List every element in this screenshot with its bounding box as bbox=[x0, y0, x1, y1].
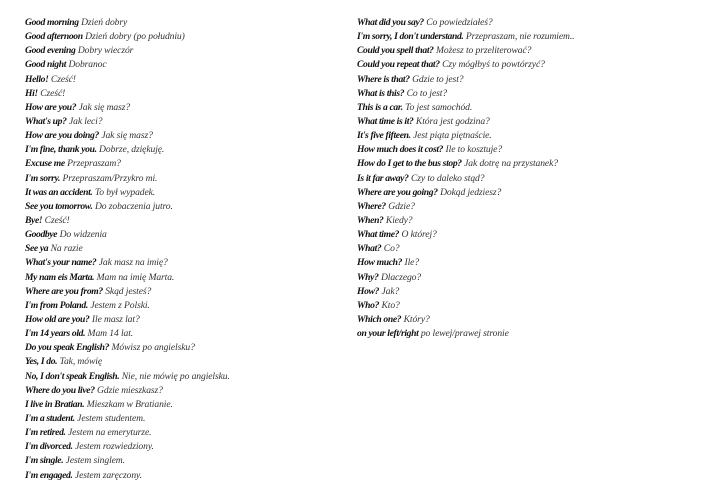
english-phrase: Excuse me bbox=[25, 158, 65, 170]
phrase-row bbox=[25, 256, 335, 270]
polish-translation: Kiedy? bbox=[385, 214, 413, 226]
polish-translation: Gdzie? bbox=[388, 200, 415, 212]
phrase-row bbox=[25, 58, 335, 72]
english-phrase: When? bbox=[357, 214, 384, 226]
english-phrase: What time is it? bbox=[357, 115, 414, 127]
english-phrase: Who? bbox=[357, 299, 380, 311]
polish-translation: Gdzie to jest? bbox=[412, 73, 464, 85]
english-phrase: Where are you from? bbox=[25, 285, 103, 297]
polish-translation: Jestem na emeryturze. bbox=[67, 427, 152, 439]
phrase-row bbox=[25, 186, 335, 200]
polish-translation: Do widzenia bbox=[59, 229, 107, 241]
phrase-row bbox=[25, 440, 335, 454]
polish-translation: Mam 14 lat. bbox=[87, 328, 134, 340]
phrase-row bbox=[25, 469, 335, 483]
polish-translation: Ile masz lat? bbox=[91, 313, 140, 325]
phrase-row bbox=[357, 242, 707, 256]
phrase-row bbox=[25, 73, 335, 87]
polish-translation: Co powiedziałeś? bbox=[426, 17, 493, 28]
polish-translation: Jestem singlem. bbox=[65, 455, 125, 467]
english-phrase: Where is that? bbox=[357, 73, 410, 85]
polish-translation: Jak leci? bbox=[68, 115, 103, 127]
phrase-row bbox=[25, 214, 335, 228]
english-phrase: I'm engaged. bbox=[25, 469, 73, 481]
english-phrase: Hello! bbox=[25, 73, 49, 85]
english-phrase: How? bbox=[357, 285, 380, 297]
polish-translation: Jak masz na imię? bbox=[98, 257, 168, 269]
polish-translation: Dzień dobry bbox=[81, 17, 128, 28]
phrase-row bbox=[357, 73, 707, 87]
english-phrase: Which one? bbox=[357, 313, 402, 325]
phrase-row bbox=[25, 200, 335, 214]
polish-translation: Nie, nie mówię po angielsku. bbox=[121, 370, 230, 382]
phrase-row bbox=[25, 101, 335, 115]
english-phrase: How much? bbox=[357, 257, 403, 269]
phrase-row bbox=[357, 101, 707, 115]
phrase-row bbox=[357, 200, 707, 214]
polish-translation: Do zobaczenia jutro. bbox=[94, 200, 173, 212]
phrase-row bbox=[357, 129, 707, 143]
english-phrase: What? bbox=[357, 243, 382, 255]
polish-translation: Dobry wieczór bbox=[77, 45, 134, 57]
polish-translation: Ile to kosztuje? bbox=[445, 144, 503, 156]
english-phrase: Where? bbox=[357, 200, 386, 212]
english-phrase: Bye! bbox=[25, 214, 43, 226]
polish-translation: Przepraszam/Przykro mi. bbox=[62, 172, 158, 184]
phrase-row bbox=[25, 30, 335, 44]
english-phrase: on your left/right bbox=[357, 328, 419, 340]
english-phrase: It's five fifteen. bbox=[357, 130, 411, 142]
polish-translation: Czy mógłbyś to powtórzyć? bbox=[442, 59, 545, 71]
english-phrase: I'm single. bbox=[25, 455, 64, 467]
phrase-row bbox=[25, 157, 335, 171]
english-phrase: See you tomorrow. bbox=[25, 200, 93, 212]
phrase-row bbox=[25, 327, 335, 341]
polish-translation: Możesz to przeliterować? bbox=[436, 45, 532, 57]
english-phrase: Good evening bbox=[25, 45, 76, 57]
english-phrase: Hi! bbox=[25, 87, 38, 99]
phrase-row bbox=[25, 341, 335, 355]
phrase-row bbox=[357, 313, 707, 327]
english-phrase: I'm fine, thank you. bbox=[25, 144, 97, 156]
english-phrase: Do you speak English? bbox=[25, 342, 110, 354]
english-phrase: Good night bbox=[25, 59, 67, 71]
phrase-row bbox=[357, 115, 707, 129]
english-phrase: This is a car. bbox=[357, 101, 403, 113]
polish-translation: Mówisz po angielsku? bbox=[111, 342, 195, 354]
polish-translation: Przepraszam, nie rozumiem.. bbox=[465, 31, 575, 43]
english-phrase: My nam eis Marta. bbox=[25, 271, 95, 283]
phrase-list-right bbox=[357, 16, 707, 341]
phrase-row bbox=[357, 58, 707, 72]
polish-translation: Który? bbox=[403, 313, 430, 325]
phrase-row bbox=[25, 412, 335, 426]
english-phrase: Yes, I do. bbox=[25, 356, 58, 368]
phrase-row bbox=[357, 285, 707, 299]
english-phrase: I'm 14 years old. bbox=[25, 328, 86, 340]
polish-translation: Dlaczego? bbox=[380, 271, 422, 283]
phrase-row bbox=[357, 172, 707, 186]
english-phrase: What did you say? bbox=[357, 17, 424, 28]
english-phrase: How do I get to the bus stop? bbox=[357, 158, 462, 170]
polish-translation: Dokąd jedziesz? bbox=[440, 186, 502, 198]
english-phrase: Where are you going? bbox=[357, 186, 438, 198]
english-phrase: I'm divorced. bbox=[25, 441, 73, 453]
english-phrase: Could you spell that? bbox=[357, 45, 434, 57]
english-phrase: Goodbye bbox=[25, 229, 58, 241]
phrase-row bbox=[357, 228, 707, 242]
phrase-row bbox=[25, 271, 335, 285]
phrase-row bbox=[357, 327, 707, 341]
polish-translation: Jak się masz? bbox=[101, 130, 153, 142]
english-phrase: How old are you? bbox=[25, 313, 90, 325]
phrase-row bbox=[25, 44, 335, 58]
polish-translation: Jak się masz? bbox=[78, 101, 131, 113]
english-phrase: It was an accident. bbox=[25, 186, 93, 198]
english-phrase: I live in Bratian. bbox=[25, 398, 85, 410]
english-phrase: Good afternoon bbox=[25, 31, 83, 43]
polish-translation: Kto? bbox=[381, 299, 400, 311]
phrase-row bbox=[25, 87, 335, 101]
english-phrase: How much does it cost? bbox=[357, 144, 444, 156]
phrase-row bbox=[25, 242, 335, 256]
phrase-row bbox=[357, 143, 707, 157]
polish-translation: Cześć! bbox=[40, 87, 66, 99]
polish-translation: Ile? bbox=[404, 257, 420, 269]
polish-translation: O której? bbox=[401, 229, 437, 241]
polish-translation: Tak, mówię bbox=[59, 356, 102, 368]
polish-translation: Dzień dobry (po południu) bbox=[85, 31, 185, 43]
phrase-row bbox=[357, 186, 707, 200]
phrase-row bbox=[25, 313, 335, 327]
english-phrase: See ya bbox=[25, 243, 49, 255]
phrase-row bbox=[25, 143, 335, 157]
polish-translation: Jestem rozwiedziony. bbox=[75, 441, 154, 453]
polish-translation: Co to jest? bbox=[406, 87, 448, 99]
polish-translation: Jest piąta piętnaście. bbox=[413, 130, 492, 142]
polish-translation: po lewej/prawej stronie bbox=[420, 328, 509, 340]
polish-translation: Cześć! bbox=[50, 73, 76, 85]
phrase-row bbox=[357, 30, 707, 44]
polish-translation: Jak? bbox=[381, 285, 400, 297]
phrase-row bbox=[25, 115, 335, 129]
phrase-row bbox=[25, 285, 335, 299]
phrase-row bbox=[25, 384, 335, 398]
phrase-row bbox=[357, 87, 707, 101]
polish-translation: To był wypadek. bbox=[94, 186, 156, 198]
phrase-row bbox=[357, 44, 707, 58]
phrase-row bbox=[25, 355, 335, 369]
english-phrase: I'm retired. bbox=[25, 427, 66, 439]
polish-translation: Mieszkam w Bratianie. bbox=[86, 398, 173, 410]
polish-translation: Co? bbox=[383, 243, 400, 255]
polish-translation: Dobrze, dziękuję. bbox=[99, 144, 165, 156]
phrase-list-left bbox=[25, 16, 335, 483]
english-phrase: No, I don't speak English. bbox=[25, 370, 120, 382]
english-phrase: What's up? bbox=[25, 115, 67, 127]
english-phrase: What is this? bbox=[357, 87, 405, 99]
phrase-row bbox=[25, 172, 335, 186]
polish-translation: Czy to daleko stąd? bbox=[410, 172, 485, 184]
polish-translation: Cześć! bbox=[44, 214, 70, 226]
polish-translation: Dobranoc bbox=[68, 59, 107, 71]
polish-translation: Przepraszam? bbox=[67, 158, 121, 170]
phrase-row bbox=[357, 157, 707, 171]
phrase-row bbox=[25, 426, 335, 440]
phrase-row bbox=[25, 228, 335, 242]
polish-translation: Jestem zaręczony. bbox=[74, 469, 142, 481]
phrase-row bbox=[25, 454, 335, 468]
phrase-row bbox=[357, 16, 707, 30]
english-phrase: Is it far away? bbox=[357, 172, 409, 184]
phrase-row bbox=[357, 256, 707, 270]
english-phrase: Good morning bbox=[25, 17, 79, 28]
polish-translation: Jestem studentem. bbox=[77, 412, 146, 424]
english-phrase: Where do you live? bbox=[25, 384, 95, 396]
phrase-row bbox=[25, 299, 335, 313]
polish-translation: Gdzie mieszkasz? bbox=[97, 384, 163, 396]
english-phrase: I'm sorry. bbox=[25, 172, 61, 184]
english-phrase: Could you repeat that? bbox=[357, 59, 440, 71]
phrase-row bbox=[25, 370, 335, 384]
polish-translation: To jest samochód. bbox=[405, 101, 473, 113]
english-phrase: I'm from Poland. bbox=[25, 299, 88, 311]
phrase-row bbox=[357, 299, 707, 313]
english-phrase: How are you? bbox=[25, 101, 77, 113]
english-phrase: I'm a student. bbox=[25, 412, 75, 424]
phrase-row bbox=[25, 398, 335, 412]
polish-translation: Na razie bbox=[50, 243, 83, 255]
polish-translation: Jak dotrę na przystanek? bbox=[464, 158, 558, 170]
english-phrase: Why? bbox=[357, 271, 379, 283]
polish-translation: Skąd jesteś? bbox=[105, 285, 152, 297]
english-phrase: I'm sorry, I don't understand. bbox=[357, 31, 464, 43]
english-phrase: What's your name? bbox=[25, 257, 97, 269]
phrase-row bbox=[357, 271, 707, 285]
polish-translation: Mam na imię Marta. bbox=[96, 271, 175, 283]
english-phrase: What time? bbox=[357, 229, 400, 241]
phrase-row bbox=[357, 214, 707, 228]
phrase-row bbox=[25, 16, 335, 30]
polish-translation: Która jest godzina? bbox=[415, 115, 490, 127]
polish-translation: Jestem z Polski. bbox=[90, 299, 150, 311]
phrase-row bbox=[25, 129, 335, 143]
english-phrase: How are you doing? bbox=[25, 130, 99, 142]
